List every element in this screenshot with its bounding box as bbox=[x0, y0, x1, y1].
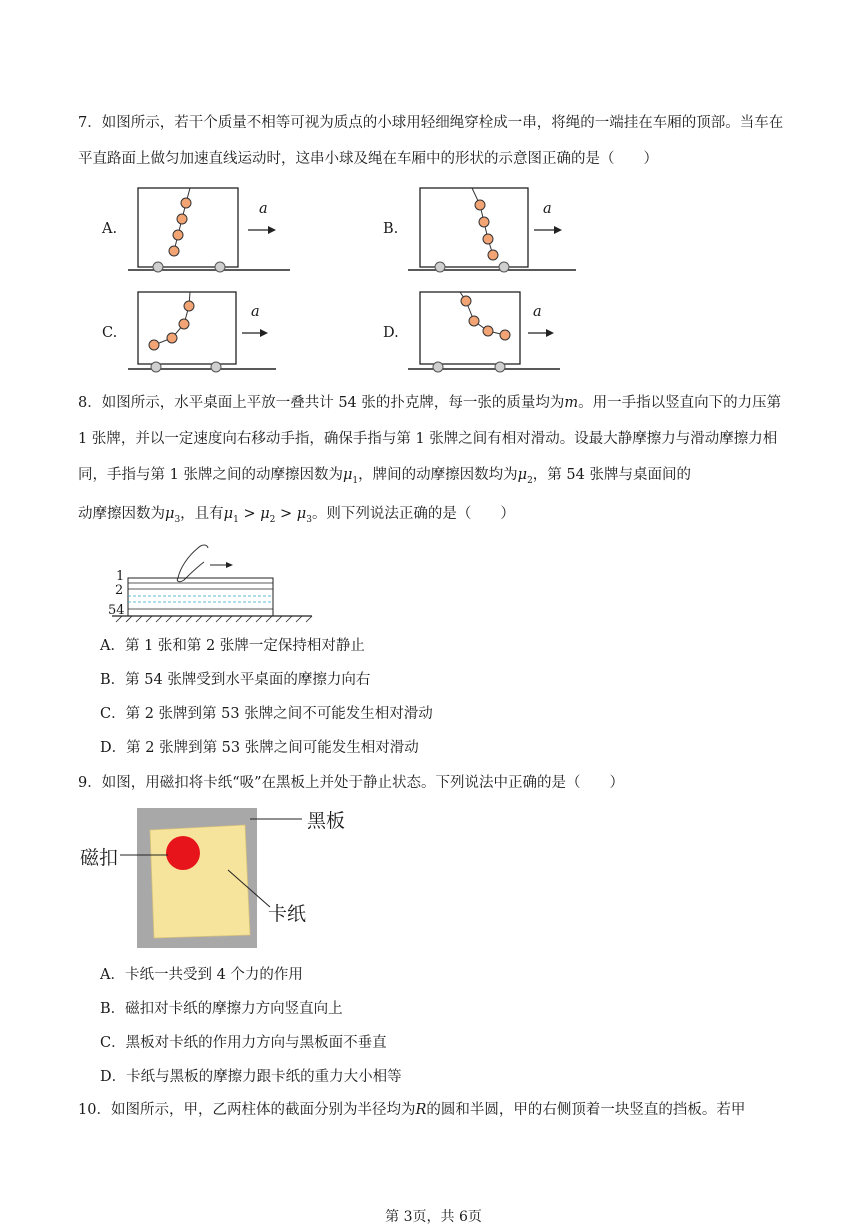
page-footer: 第 3页，共 6页 bbox=[385, 1209, 482, 1225]
q7-stem: 7．如图所示，若干个质量不相等可视为质点的小球用轻细绳穿栓成一串，将绳的一端挂在车厢的顶部。当车在平直路面上做匀加速直线运动时，这串小球及绳在车厢中的形状的示意图正确的是（ ） bbox=[78, 115, 784, 167]
q8-figure-cards bbox=[112, 538, 322, 630]
ball bbox=[483, 326, 493, 336]
ball bbox=[479, 217, 489, 227]
q8-option-a: A．第 1 张和第 2 张牌一定保持相对静止 bbox=[100, 638, 365, 654]
card-paper bbox=[150, 825, 250, 938]
q7-accel-d: a bbox=[533, 304, 542, 320]
q7-option-a-label: A. bbox=[102, 221, 118, 237]
q7-option-b-label: B. bbox=[383, 221, 399, 237]
q7-option-c-label: C. bbox=[102, 325, 118, 341]
ball bbox=[475, 200, 485, 210]
ball bbox=[177, 214, 187, 224]
magnet-icon bbox=[166, 836, 200, 870]
arrow-right-icon bbox=[226, 562, 233, 568]
ball bbox=[461, 296, 471, 306]
ball bbox=[500, 330, 510, 340]
q8-stem-line3: 动摩擦因数为$\mu_3$，且有$\mu_1 > \mu_2 > \mu_3$。则下列说法正确的是（ ） bbox=[78, 506, 515, 525]
q8-option-c: C．第 2 张牌到第 53 张牌之间不可能发生相对滑动 bbox=[100, 706, 433, 722]
q7-accel-a: a bbox=[259, 201, 268, 217]
q9-label-magnet: 磁扣 bbox=[80, 847, 119, 869]
q8-stem-line1: 8．如图所示，水平桌面上平放一叠共计 54 张的扑克牌，每一张的质量均为m。用一手指以竖直向下的力压第 1 张牌，并以一定速度向右移动手指，确保手指与第 1 张牌之间有相对滑动。设最大静摩擦力与滑动摩擦力相同，手指与第 1 张牌之间的动摩擦因数为$\mu_1$，牌间的动摩擦因数均为$\mu_2$，第 54 张牌与桌面间的 bbox=[78, 395, 782, 486]
q9-option-a: A．卡纸一共受到 4 个力的作用 bbox=[100, 967, 303, 983]
ball bbox=[483, 234, 493, 244]
q8-card-label-1: 1 bbox=[116, 569, 125, 584]
q7-figure-b bbox=[408, 185, 578, 275]
q8-card-label-2: 2 bbox=[115, 583, 124, 598]
ball bbox=[169, 246, 179, 256]
arrow-right-icon bbox=[554, 226, 562, 234]
ball bbox=[179, 319, 189, 329]
arrow-right-icon bbox=[260, 329, 268, 337]
q9-option-c: C．黑板对卡纸的作用力方向与黑板面不垂直 bbox=[100, 1035, 387, 1051]
q10-stem: 10．如图所示，甲，乙两柱体的截面分别为半径均为R的圆和半圆，甲的右侧顶着一块竖直的挡板。若甲 bbox=[78, 1102, 746, 1118]
q9-option-d: D．卡纸与黑板的摩擦力跟卡纸的重力大小相等 bbox=[100, 1069, 402, 1085]
q7-option-d-label: D. bbox=[383, 325, 399, 341]
arrow-right-icon bbox=[268, 226, 276, 234]
q7-figure-d bbox=[408, 289, 563, 374]
q9-label-card: 卡纸 bbox=[268, 903, 307, 925]
ball bbox=[181, 198, 191, 208]
ball bbox=[149, 340, 159, 350]
ball bbox=[173, 230, 183, 240]
ball bbox=[488, 250, 498, 260]
finger-icon bbox=[177, 545, 208, 582]
q7-figure-c bbox=[128, 289, 278, 374]
ball bbox=[184, 301, 194, 311]
q9-option-b: B．磁扣对卡纸的摩擦力方向竖直向上 bbox=[100, 1001, 343, 1017]
ball bbox=[469, 316, 479, 326]
q7-accel-c: a bbox=[251, 304, 260, 320]
q9-stem: 9．如图，用磁扣将卡纸“吸”在黑板上并处于静止状态。下列说法中正确的是（ ） bbox=[78, 775, 625, 791]
q8-card-label-54: 54 bbox=[108, 603, 125, 618]
q9-label-board: 黑板 bbox=[307, 810, 346, 832]
q7-figure-a bbox=[128, 185, 293, 275]
arrow-right-icon bbox=[546, 329, 554, 337]
ball bbox=[167, 333, 177, 343]
q8-option-d: D．第 2 张牌到第 53 张牌之间可能发生相对滑动 bbox=[100, 740, 419, 756]
q7-accel-b: a bbox=[543, 201, 552, 217]
q8-option-b: B．第 54 张牌受到水平桌面的摩擦力向右 bbox=[100, 672, 371, 688]
